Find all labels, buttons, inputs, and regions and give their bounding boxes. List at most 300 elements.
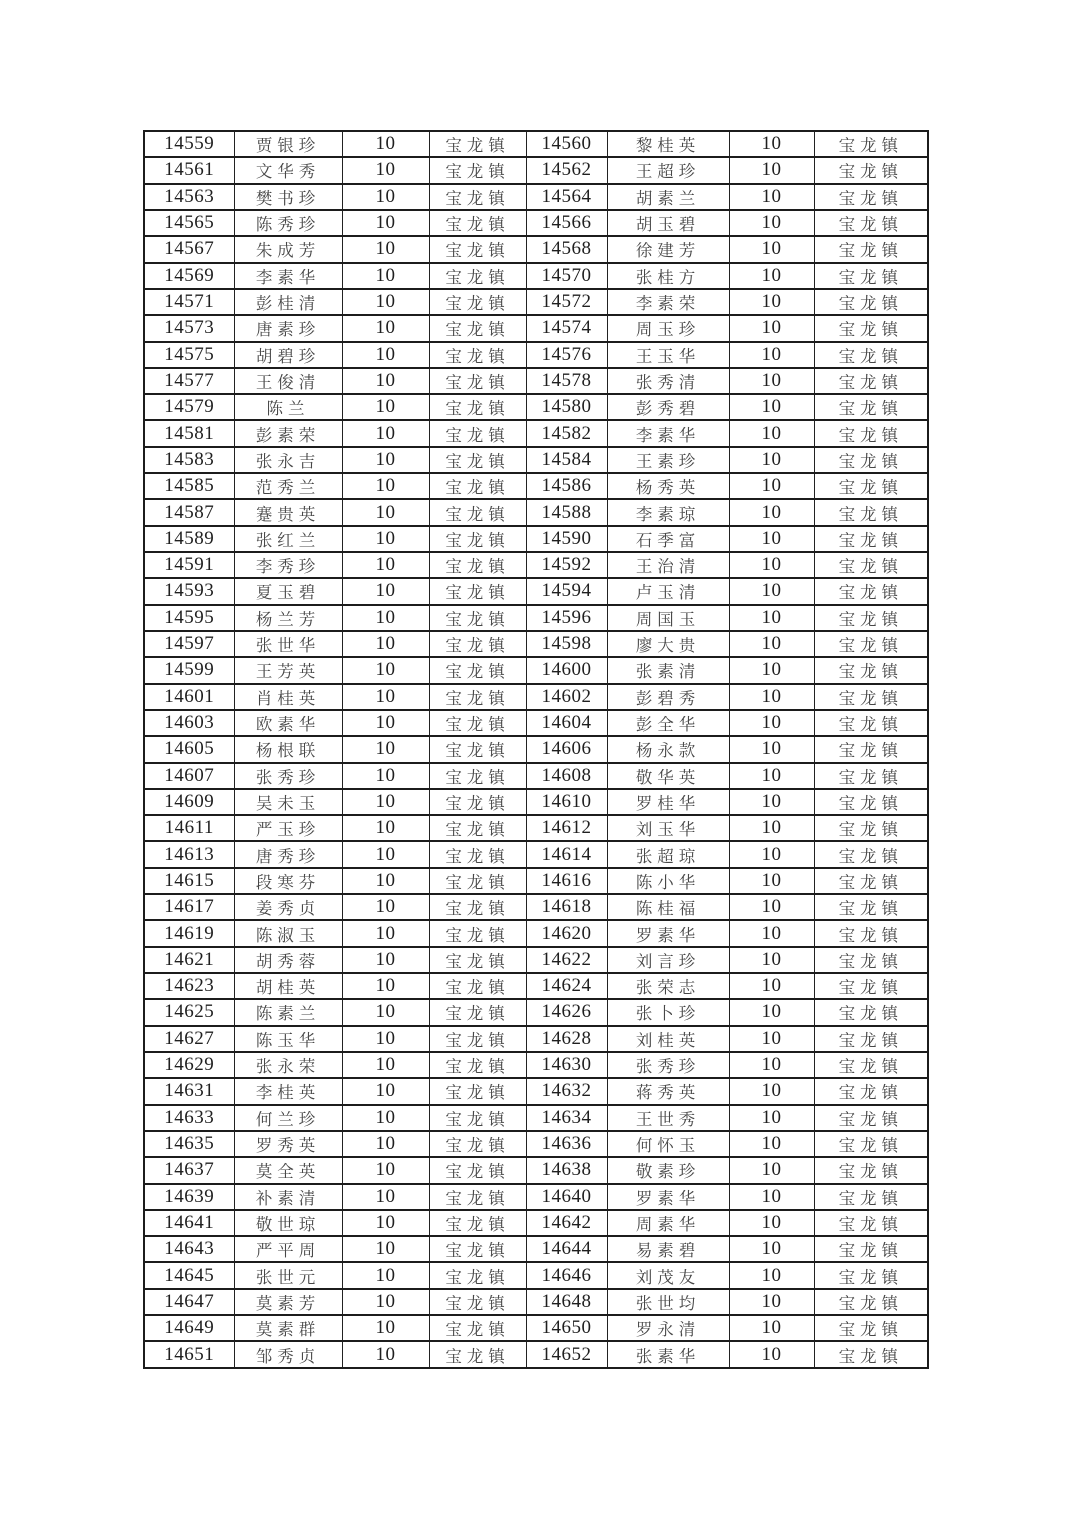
- left-name-cell: 杨根联: [234, 736, 342, 762]
- right-town-cell: 宝龙镇: [814, 289, 928, 315]
- right-name-cell: 何怀玉: [607, 1131, 729, 1157]
- left-name-cell: 文华秀: [234, 157, 342, 183]
- left-amount-cell: 10: [342, 552, 429, 578]
- left-serial-cell: 14597: [144, 631, 234, 657]
- right-amount-cell: 10: [729, 157, 814, 183]
- right-name-cell: 罗永清: [607, 1315, 729, 1341]
- right-town-cell: 宝龙镇: [814, 499, 928, 525]
- right-name-cell: 周国玉: [607, 605, 729, 631]
- left-amount-cell: 10: [342, 631, 429, 657]
- left-name-cell: 张永吉: [234, 447, 342, 473]
- table-row: [144, 210, 928, 236]
- table-row: [144, 1105, 928, 1131]
- left-town-cell: 宝龙镇: [429, 552, 526, 578]
- left-amount-cell: 10: [342, 710, 429, 736]
- table-row: [144, 631, 928, 657]
- right-name-cell: 刘茂友: [607, 1262, 729, 1288]
- right-name-cell: 张超琼: [607, 841, 729, 867]
- left-town-cell: 宝龙镇: [429, 368, 526, 394]
- right-amount-cell: 10: [729, 526, 814, 552]
- right-town-cell: 宝龙镇: [814, 1289, 928, 1315]
- table-row: [144, 1315, 928, 1341]
- left-town-cell: 宝龙镇: [429, 1262, 526, 1288]
- right-name-cell: 张卜珍: [607, 999, 729, 1025]
- left-amount-cell: 10: [342, 236, 429, 262]
- right-town-cell: 宝龙镇: [814, 420, 928, 446]
- left-town-cell: 宝龙镇: [429, 789, 526, 815]
- right-town-cell: 宝龙镇: [814, 578, 928, 604]
- right-serial-cell: 14586: [526, 473, 607, 499]
- right-name-cell: 石季富: [607, 526, 729, 552]
- right-town-cell: 宝龙镇: [814, 684, 928, 710]
- left-name-cell: 李桂英: [234, 1078, 342, 1104]
- table-row: [144, 815, 928, 841]
- right-name-cell: 陈小华: [607, 868, 729, 894]
- right-amount-cell: 10: [729, 1236, 814, 1262]
- right-name-cell: 张秀清: [607, 368, 729, 394]
- right-serial-cell: 14620: [526, 920, 607, 946]
- right-town-cell: 宝龙镇: [814, 605, 928, 631]
- right-serial-cell: 14574: [526, 315, 607, 341]
- right-amount-cell: 10: [729, 578, 814, 604]
- left-name-cell: 段寒芬: [234, 868, 342, 894]
- right-name-cell: 黎桂英: [607, 131, 729, 157]
- table-row: [144, 157, 928, 183]
- left-serial-cell: 14639: [144, 1184, 234, 1210]
- right-serial-cell: 14614: [526, 841, 607, 867]
- left-serial-cell: 14561: [144, 157, 234, 183]
- left-amount-cell: 10: [342, 894, 429, 920]
- right-amount-cell: 10: [729, 1052, 814, 1078]
- table-row: [144, 420, 928, 446]
- right-serial-cell: 14606: [526, 736, 607, 762]
- left-serial-cell: 14567: [144, 236, 234, 262]
- table-row: [144, 999, 928, 1025]
- right-serial-cell: 14630: [526, 1052, 607, 1078]
- table-row: [144, 368, 928, 394]
- left-amount-cell: 10: [342, 657, 429, 683]
- right-amount-cell: 10: [729, 263, 814, 289]
- table-row: [144, 1236, 928, 1262]
- left-serial-cell: 14587: [144, 499, 234, 525]
- right-name-cell: 张桂方: [607, 263, 729, 289]
- right-name-cell: 张秀珍: [607, 1052, 729, 1078]
- right-amount-cell: 10: [729, 1157, 814, 1183]
- left-serial-cell: 14589: [144, 526, 234, 552]
- right-name-cell: 王世秀: [607, 1105, 729, 1131]
- left-town-cell: 宝龙镇: [429, 184, 526, 210]
- right-name-cell: 敬素珍: [607, 1157, 729, 1183]
- right-amount-cell: 10: [729, 763, 814, 789]
- left-serial-cell: 14581: [144, 420, 234, 446]
- right-name-cell: 李素荣: [607, 289, 729, 315]
- left-amount-cell: 10: [342, 526, 429, 552]
- right-town-cell: 宝龙镇: [814, 815, 928, 841]
- left-town-cell: 宝龙镇: [429, 578, 526, 604]
- left-name-cell: 蹇贵英: [234, 499, 342, 525]
- left-amount-cell: 10: [342, 473, 429, 499]
- table-row: [144, 1184, 928, 1210]
- left-serial-cell: 14619: [144, 920, 234, 946]
- left-serial-cell: 14651: [144, 1341, 234, 1368]
- left-name-cell: 欧素华: [234, 710, 342, 736]
- left-name-cell: 胡秀蓉: [234, 947, 342, 973]
- right-serial-cell: 14562: [526, 157, 607, 183]
- right-amount-cell: 10: [729, 947, 814, 973]
- right-town-cell: 宝龙镇: [814, 868, 928, 894]
- left-amount-cell: 10: [342, 736, 429, 762]
- right-serial-cell: 14576: [526, 342, 607, 368]
- left-town-cell: 宝龙镇: [429, 710, 526, 736]
- left-serial-cell: 14579: [144, 394, 234, 420]
- right-amount-cell: 10: [729, 815, 814, 841]
- right-serial-cell: 14612: [526, 815, 607, 841]
- left-serial-cell: 14645: [144, 1262, 234, 1288]
- left-name-cell: 彭素荣: [234, 420, 342, 446]
- left-name-cell: 莫素芳: [234, 1289, 342, 1315]
- right-amount-cell: 10: [729, 736, 814, 762]
- left-name-cell: 李素华: [234, 263, 342, 289]
- right-serial-cell: 14570: [526, 263, 607, 289]
- left-amount-cell: 10: [342, 1236, 429, 1262]
- left-town-cell: 宝龙镇: [429, 1052, 526, 1078]
- left-name-cell: 张秀珍: [234, 763, 342, 789]
- table-row: [144, 1341, 928, 1368]
- right-town-cell: 宝龙镇: [814, 1210, 928, 1236]
- right-serial-cell: 14638: [526, 1157, 607, 1183]
- right-name-cell: 王治清: [607, 552, 729, 578]
- right-town-cell: 宝龙镇: [814, 1184, 928, 1210]
- right-serial-cell: 14560: [526, 131, 607, 157]
- table-body: [144, 131, 928, 1368]
- left-serial-cell: 14609: [144, 789, 234, 815]
- right-town-cell: 宝龙镇: [814, 1157, 928, 1183]
- left-name-cell: 樊书珍: [234, 184, 342, 210]
- left-serial-cell: 14575: [144, 342, 234, 368]
- left-amount-cell: 10: [342, 578, 429, 604]
- right-amount-cell: 10: [729, 710, 814, 736]
- left-name-cell: 胡碧珍: [234, 342, 342, 368]
- left-amount-cell: 10: [342, 1262, 429, 1288]
- table-row: [144, 920, 928, 946]
- left-name-cell: 杨兰芳: [234, 605, 342, 631]
- right-amount-cell: 10: [729, 289, 814, 315]
- right-town-cell: 宝龙镇: [814, 894, 928, 920]
- right-town-cell: 宝龙镇: [814, 736, 928, 762]
- right-serial-cell: 14592: [526, 552, 607, 578]
- right-town-cell: 宝龙镇: [814, 710, 928, 736]
- left-town-cell: 宝龙镇: [429, 1026, 526, 1052]
- left-name-cell: 张红兰: [234, 526, 342, 552]
- left-name-cell: 王俊清: [234, 368, 342, 394]
- left-serial-cell: 14559: [144, 131, 234, 157]
- right-name-cell: 胡素兰: [607, 184, 729, 210]
- right-amount-cell: 10: [729, 894, 814, 920]
- right-town-cell: 宝龙镇: [814, 1052, 928, 1078]
- right-serial-cell: 14632: [526, 1078, 607, 1104]
- left-amount-cell: 10: [342, 263, 429, 289]
- right-amount-cell: 10: [729, 1105, 814, 1131]
- right-town-cell: 宝龙镇: [814, 210, 928, 236]
- left-town-cell: 宝龙镇: [429, 315, 526, 341]
- right-town-cell: 宝龙镇: [814, 1131, 928, 1157]
- left-town-cell: 宝龙镇: [429, 1315, 526, 1341]
- table-row: [144, 184, 928, 210]
- right-serial-cell: 14598: [526, 631, 607, 657]
- left-town-cell: 宝龙镇: [429, 499, 526, 525]
- table-row: [144, 263, 928, 289]
- left-name-cell: 唐素珍: [234, 315, 342, 341]
- left-name-cell: 严玉珍: [234, 815, 342, 841]
- left-town-cell: 宝龙镇: [429, 447, 526, 473]
- left-serial-cell: 14625: [144, 999, 234, 1025]
- table-row: [144, 315, 928, 341]
- right-town-cell: 宝龙镇: [814, 473, 928, 499]
- left-name-cell: 张世元: [234, 1262, 342, 1288]
- left-serial-cell: 14629: [144, 1052, 234, 1078]
- table-row: [144, 1289, 928, 1315]
- left-serial-cell: 14631: [144, 1078, 234, 1104]
- left-town-cell: 宝龙镇: [429, 815, 526, 841]
- right-town-cell: 宝龙镇: [814, 1341, 928, 1368]
- left-town-cell: 宝龙镇: [429, 1105, 526, 1131]
- right-serial-cell: 14602: [526, 684, 607, 710]
- right-town-cell: 宝龙镇: [814, 1236, 928, 1262]
- right-name-cell: 李素琼: [607, 499, 729, 525]
- left-name-cell: 严平周: [234, 1236, 342, 1262]
- left-serial-cell: 14641: [144, 1210, 234, 1236]
- right-amount-cell: 10: [729, 789, 814, 815]
- table-row: [144, 763, 928, 789]
- left-name-cell: 夏玉碧: [234, 578, 342, 604]
- right-amount-cell: 10: [729, 1341, 814, 1368]
- left-town-cell: 宝龙镇: [429, 684, 526, 710]
- left-town-cell: 宝龙镇: [429, 289, 526, 315]
- right-serial-cell: 14626: [526, 999, 607, 1025]
- right-serial-cell: 14610: [526, 789, 607, 815]
- right-name-cell: 张素清: [607, 657, 729, 683]
- left-town-cell: 宝龙镇: [429, 973, 526, 999]
- left-amount-cell: 10: [342, 131, 429, 157]
- left-town-cell: 宝龙镇: [429, 1341, 526, 1368]
- table-row: [144, 552, 928, 578]
- table-row: [144, 1052, 928, 1078]
- right-amount-cell: 10: [729, 1131, 814, 1157]
- table-row: [144, 684, 928, 710]
- right-name-cell: 张荣志: [607, 973, 729, 999]
- right-amount-cell: 10: [729, 1210, 814, 1236]
- left-town-cell: 宝龙镇: [429, 157, 526, 183]
- left-amount-cell: 10: [342, 841, 429, 867]
- left-name-cell: 王芳英: [234, 657, 342, 683]
- left-amount-cell: 10: [342, 973, 429, 999]
- left-name-cell: 何兰珍: [234, 1105, 342, 1131]
- left-name-cell: 李秀珍: [234, 552, 342, 578]
- left-town-cell: 宝龙镇: [429, 631, 526, 657]
- right-amount-cell: 10: [729, 605, 814, 631]
- right-amount-cell: 10: [729, 499, 814, 525]
- right-town-cell: 宝龙镇: [814, 1262, 928, 1288]
- left-amount-cell: 10: [342, 368, 429, 394]
- right-name-cell: 周玉珍: [607, 315, 729, 341]
- table-row: [144, 1157, 928, 1183]
- left-serial-cell: 14573: [144, 315, 234, 341]
- left-name-cell: 胡桂英: [234, 973, 342, 999]
- right-serial-cell: 14594: [526, 578, 607, 604]
- left-town-cell: 宝龙镇: [429, 1131, 526, 1157]
- right-amount-cell: 10: [729, 210, 814, 236]
- left-serial-cell: 14599: [144, 657, 234, 683]
- right-serial-cell: 14650: [526, 1315, 607, 1341]
- left-amount-cell: 10: [342, 684, 429, 710]
- right-name-cell: 徐建芳: [607, 236, 729, 262]
- table-row: [144, 131, 928, 157]
- left-town-cell: 宝龙镇: [429, 236, 526, 262]
- left-town-cell: 宝龙镇: [429, 763, 526, 789]
- right-serial-cell: 14646: [526, 1262, 607, 1288]
- left-town-cell: 宝龙镇: [429, 736, 526, 762]
- left-serial-cell: 14571: [144, 289, 234, 315]
- left-name-cell: 敬世琼: [234, 1210, 342, 1236]
- left-town-cell: 宝龙镇: [429, 1236, 526, 1262]
- left-amount-cell: 10: [342, 1105, 429, 1131]
- right-serial-cell: 14600: [526, 657, 607, 683]
- roster-table: [143, 130, 929, 1369]
- left-amount-cell: 10: [342, 1131, 429, 1157]
- right-amount-cell: 10: [729, 657, 814, 683]
- left-amount-cell: 10: [342, 789, 429, 815]
- right-serial-cell: 14584: [526, 447, 607, 473]
- left-town-cell: 宝龙镇: [429, 947, 526, 973]
- left-serial-cell: 14593: [144, 578, 234, 604]
- left-amount-cell: 10: [342, 1210, 429, 1236]
- left-town-cell: 宝龙镇: [429, 131, 526, 157]
- right-name-cell: 彭全华: [607, 710, 729, 736]
- left-town-cell: 宝龙镇: [429, 1289, 526, 1315]
- right-amount-cell: 10: [729, 1289, 814, 1315]
- left-amount-cell: 10: [342, 999, 429, 1025]
- right-serial-cell: 14580: [526, 394, 607, 420]
- left-amount-cell: 10: [342, 420, 429, 446]
- right-amount-cell: 10: [729, 131, 814, 157]
- left-serial-cell: 14635: [144, 1131, 234, 1157]
- left-amount-cell: 10: [342, 1052, 429, 1078]
- left-amount-cell: 10: [342, 1184, 429, 1210]
- right-name-cell: 廖大贵: [607, 631, 729, 657]
- left-town-cell: 宝龙镇: [429, 210, 526, 236]
- left-town-cell: 宝龙镇: [429, 394, 526, 420]
- right-town-cell: 宝龙镇: [814, 394, 928, 420]
- left-serial-cell: 14595: [144, 605, 234, 631]
- right-town-cell: 宝龙镇: [814, 1078, 928, 1104]
- right-town-cell: 宝龙镇: [814, 1315, 928, 1341]
- right-serial-cell: 14590: [526, 526, 607, 552]
- right-town-cell: 宝龙镇: [814, 947, 928, 973]
- left-name-cell: 陈素兰: [234, 999, 342, 1025]
- left-name-cell: 张世华: [234, 631, 342, 657]
- table-row: [144, 947, 928, 973]
- left-town-cell: 宝龙镇: [429, 894, 526, 920]
- left-serial-cell: 14643: [144, 1236, 234, 1262]
- right-name-cell: 刘玉华: [607, 815, 729, 841]
- right-town-cell: 宝龙镇: [814, 920, 928, 946]
- left-name-cell: 朱成芳: [234, 236, 342, 262]
- left-amount-cell: 10: [342, 1341, 429, 1368]
- right-name-cell: 罗素华: [607, 920, 729, 946]
- right-amount-cell: 10: [729, 1262, 814, 1288]
- left-amount-cell: 10: [342, 1315, 429, 1341]
- table-row: [144, 578, 928, 604]
- left-name-cell: 范秀兰: [234, 473, 342, 499]
- left-name-cell: 彭桂清: [234, 289, 342, 315]
- right-serial-cell: 14636: [526, 1131, 607, 1157]
- left-amount-cell: 10: [342, 342, 429, 368]
- left-serial-cell: 14627: [144, 1026, 234, 1052]
- right-amount-cell: 10: [729, 552, 814, 578]
- right-name-cell: 王超珍: [607, 157, 729, 183]
- left-name-cell: 莫全英: [234, 1157, 342, 1183]
- table-row: [144, 499, 928, 525]
- table-row: [144, 710, 928, 736]
- right-town-cell: 宝龙镇: [814, 973, 928, 999]
- left-town-cell: 宝龙镇: [429, 868, 526, 894]
- right-name-cell: 彭秀碧: [607, 394, 729, 420]
- right-serial-cell: 14652: [526, 1341, 607, 1368]
- left-amount-cell: 10: [342, 315, 429, 341]
- left-amount-cell: 10: [342, 1026, 429, 1052]
- left-amount-cell: 10: [342, 868, 429, 894]
- right-serial-cell: 14648: [526, 1289, 607, 1315]
- right-serial-cell: 14566: [526, 210, 607, 236]
- right-amount-cell: 10: [729, 184, 814, 210]
- left-town-cell: 宝龙镇: [429, 526, 526, 552]
- right-town-cell: 宝龙镇: [814, 368, 928, 394]
- right-serial-cell: 14618: [526, 894, 607, 920]
- right-town-cell: 宝龙镇: [814, 315, 928, 341]
- left-amount-cell: 10: [342, 184, 429, 210]
- left-amount-cell: 10: [342, 210, 429, 236]
- left-town-cell: 宝龙镇: [429, 1157, 526, 1183]
- right-town-cell: 宝龙镇: [814, 763, 928, 789]
- table-row: [144, 657, 928, 683]
- table-row: [144, 289, 928, 315]
- left-name-cell: 陈秀珍: [234, 210, 342, 236]
- right-town-cell: 宝龙镇: [814, 157, 928, 183]
- right-name-cell: 刘言珍: [607, 947, 729, 973]
- table-row: [144, 789, 928, 815]
- right-serial-cell: 14642: [526, 1210, 607, 1236]
- right-town-cell: 宝龙镇: [814, 1026, 928, 1052]
- left-name-cell: 莫素群: [234, 1315, 342, 1341]
- right-name-cell: 杨永款: [607, 736, 729, 762]
- right-name-cell: 李素华: [607, 420, 729, 446]
- left-town-cell: 宝龙镇: [429, 420, 526, 446]
- right-amount-cell: 10: [729, 631, 814, 657]
- table-row: [144, 342, 928, 368]
- table-row: [144, 1210, 928, 1236]
- right-town-cell: 宝龙镇: [814, 841, 928, 867]
- right-name-cell: 陈桂福: [607, 894, 729, 920]
- left-serial-cell: 14621: [144, 947, 234, 973]
- left-serial-cell: 14569: [144, 263, 234, 289]
- right-amount-cell: 10: [729, 999, 814, 1025]
- right-serial-cell: 14622: [526, 947, 607, 973]
- right-town-cell: 宝龙镇: [814, 263, 928, 289]
- left-town-cell: 宝龙镇: [429, 999, 526, 1025]
- right-town-cell: 宝龙镇: [814, 236, 928, 262]
- left-town-cell: 宝龙镇: [429, 920, 526, 946]
- right-amount-cell: 10: [729, 1184, 814, 1210]
